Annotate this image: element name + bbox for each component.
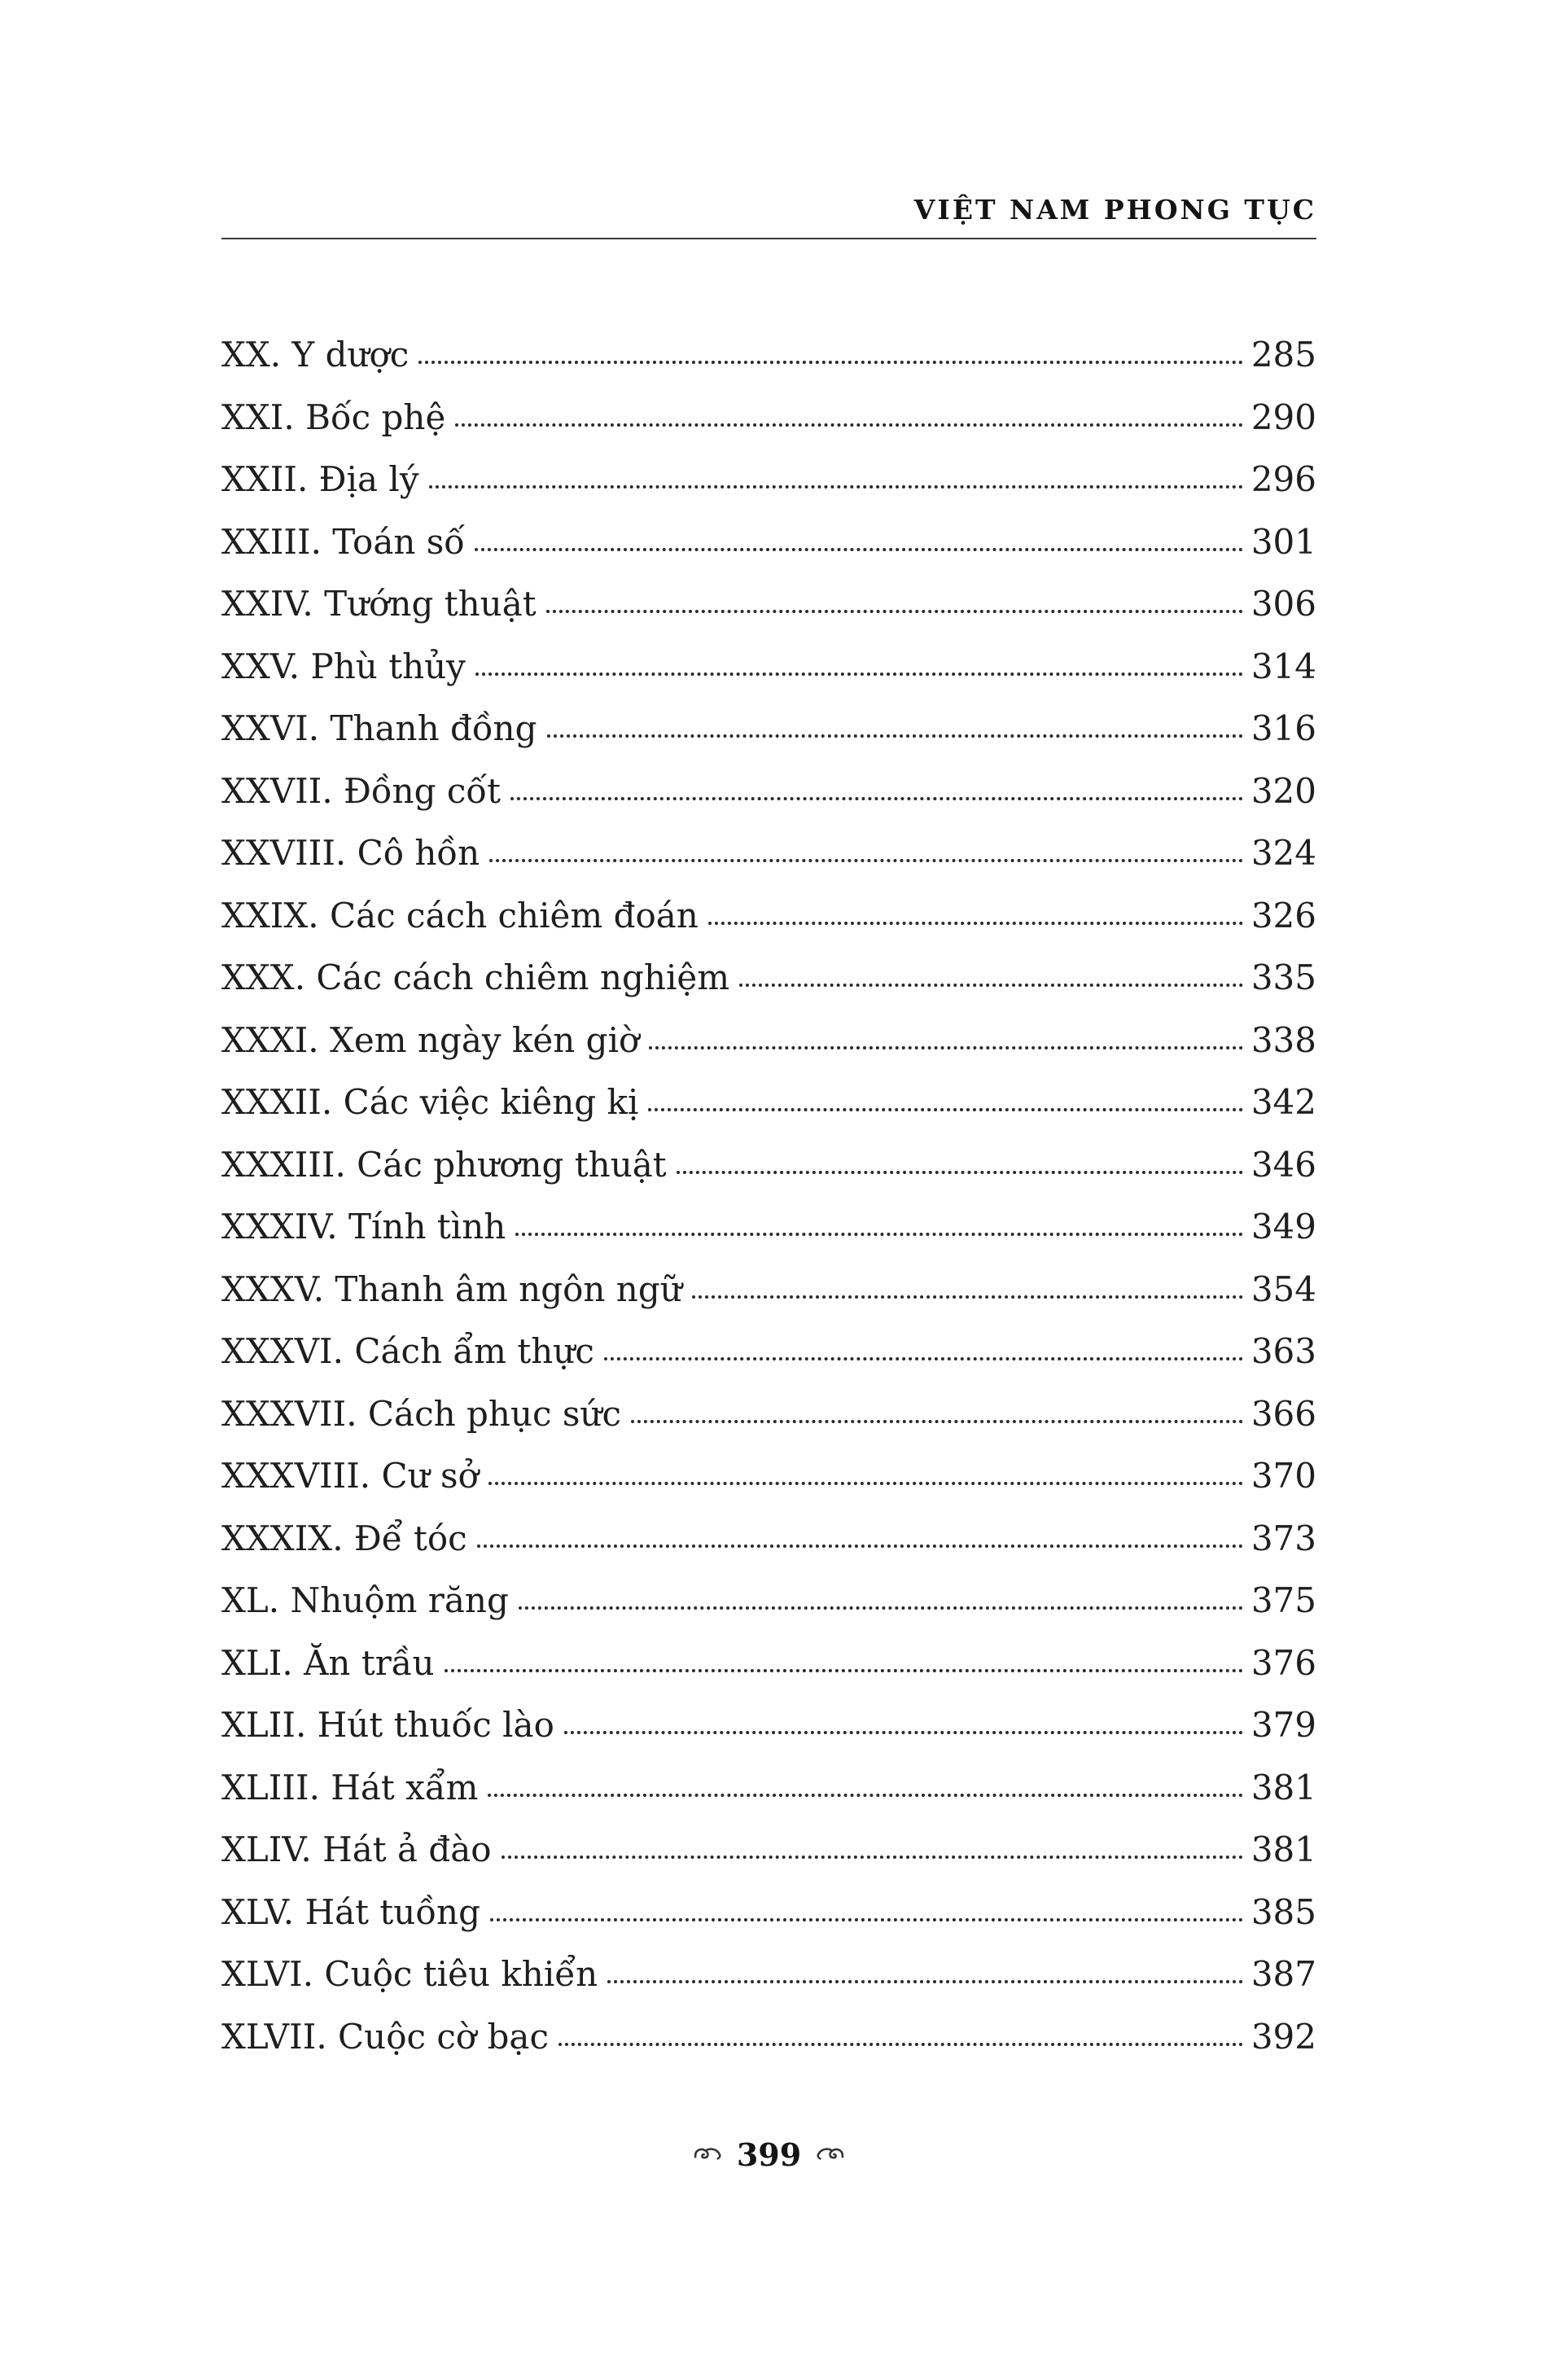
fleuron-right-icon xyxy=(816,2145,845,2164)
toc-entry-page: 306 xyxy=(1250,584,1316,624)
toc-entry xyxy=(221,996,1316,1058)
toc-entry-label: XLVI. Cuộc tiêu khiển xyxy=(221,1954,598,1994)
toc-entry-label: XLVII. Cuộc cờ bạc xyxy=(221,2016,549,2057)
running-header xyxy=(221,194,1316,239)
toc-entry-label: XL. Nhuộm răng xyxy=(221,1580,509,1620)
toc-dot-leader xyxy=(515,1233,1243,1236)
toc-entry-page: 376 xyxy=(1250,1642,1316,1683)
toc-dot-leader xyxy=(558,2043,1243,2046)
toc-entry xyxy=(221,1369,1316,1432)
toc-dot-leader xyxy=(604,1357,1243,1360)
toc-entry-page: 301 xyxy=(1250,521,1316,562)
toc-entry xyxy=(221,1806,1316,1869)
toc-dot-leader xyxy=(631,1420,1243,1423)
toc-entry-page: 381 xyxy=(1250,1767,1316,1807)
toc-dot-leader xyxy=(418,361,1243,364)
toc-entry-label: XXII. Địa lý xyxy=(221,459,419,499)
toc-dot-leader xyxy=(488,1482,1243,1485)
toc-dot-leader xyxy=(475,548,1243,551)
toc-entry-page: 342 xyxy=(1250,1082,1316,1122)
toc-entry-label: XXVIII. Cô hồn xyxy=(221,833,480,873)
toc-entry-label: XXXI. Xem ngày kén giờ xyxy=(221,1019,640,1060)
toc-entry-label: XLI. Ăn trầu xyxy=(221,1642,435,1683)
fleuron-left-icon xyxy=(693,2145,722,2164)
toc-entry-label: XXXIX. Để tóc xyxy=(221,1518,467,1558)
toc-entry-label: XXIII. Toán số xyxy=(221,521,466,562)
toc-entry xyxy=(221,1308,1316,1370)
toc-entry xyxy=(221,1743,1316,1806)
toc-entry-label: XXXIV. Tính tình xyxy=(221,1207,506,1247)
toc-entry xyxy=(221,311,1316,374)
toc-dot-leader xyxy=(501,1856,1243,1859)
toc-dot-leader xyxy=(564,1731,1243,1734)
toc-dot-leader xyxy=(488,1794,1242,1797)
toc-entry-page: 363 xyxy=(1250,1331,1316,1371)
toc-entry-page: 290 xyxy=(1250,397,1316,437)
toc-entry xyxy=(221,1619,1316,1681)
toc-entry-page: 392 xyxy=(1250,2016,1316,2057)
toc-entry-page: 349 xyxy=(1250,1207,1316,1247)
toc-entry-label: XXXV. Thanh âm ngôn ngữ xyxy=(221,1268,682,1309)
toc-entry-page: 285 xyxy=(1250,335,1316,375)
toc-entry-page: 346 xyxy=(1250,1144,1316,1185)
toc-entry xyxy=(221,871,1316,934)
toc-entry-page: 326 xyxy=(1250,895,1316,935)
toc-entry xyxy=(221,1183,1316,1246)
toc-entry xyxy=(221,685,1316,747)
toc-entry-label: XLV. Hát tuồng xyxy=(221,1891,480,1932)
toc-entry-label: XXVII. Đồng cốt xyxy=(221,770,501,811)
toc-dot-leader xyxy=(607,1980,1243,1983)
toc-entry-label: XX. Y dược xyxy=(221,335,410,375)
toc-entry-label: XLIV. Hát ả đào xyxy=(221,1829,492,1869)
toc-dot-leader xyxy=(445,1669,1243,1672)
running-header-title: VIỆT NAM PHONG TỤC xyxy=(913,194,1316,226)
page-footer xyxy=(221,2136,1316,2173)
toc-dot-leader xyxy=(547,734,1243,738)
toc-entry xyxy=(221,373,1316,436)
toc-entry xyxy=(221,560,1316,623)
toc-entry xyxy=(221,1120,1316,1183)
footer-page-number: 399 xyxy=(736,2136,802,2173)
toc-entry xyxy=(221,934,1316,997)
toc-dot-leader xyxy=(475,673,1243,676)
toc-entry-page: 335 xyxy=(1250,957,1316,997)
toc-entry xyxy=(221,436,1316,498)
toc-entry-page: 324 xyxy=(1250,833,1316,873)
toc-list xyxy=(221,311,1316,2055)
toc-entry xyxy=(221,622,1316,685)
toc-entry-label: XXXVI. Cách ẩm thực xyxy=(221,1331,594,1371)
toc-dot-leader xyxy=(510,797,1243,800)
toc-dot-leader xyxy=(489,859,1243,862)
toc-entry-page: 320 xyxy=(1250,770,1316,811)
toc-dot-leader xyxy=(490,1918,1243,1921)
toc-entry-label: XXVI. Thanh đồng xyxy=(221,708,537,748)
toc-entry xyxy=(221,1557,1316,1619)
toc-entry-page: 373 xyxy=(1250,1518,1316,1558)
toc-entry xyxy=(221,1245,1316,1308)
toc-entry-page: 338 xyxy=(1250,1019,1316,1060)
toc-entry-page: 314 xyxy=(1250,646,1316,686)
toc-entry-label: XXXVII. Cách phục sức xyxy=(221,1393,621,1434)
toc-entry xyxy=(221,1930,1316,1993)
toc-dot-leader xyxy=(677,1171,1243,1174)
toc-entry xyxy=(221,497,1316,560)
toc-entry xyxy=(221,1058,1316,1121)
toc-entry-page: 366 xyxy=(1250,1393,1316,1434)
toc-dot-leader xyxy=(739,984,1243,987)
toc-entry xyxy=(221,1681,1316,1744)
toc-entry-page: 370 xyxy=(1250,1456,1316,1496)
toc-entry-page: 381 xyxy=(1250,1829,1316,1869)
toc-entry-label: XXXII. Các việc kiêng kị xyxy=(221,1082,639,1122)
toc-entry xyxy=(221,1992,1316,2055)
toc-entry-page: 379 xyxy=(1250,1705,1316,1745)
toc-dot-leader xyxy=(708,922,1243,925)
toc-dot-leader xyxy=(429,485,1243,489)
toc-entry-label: XXV. Phù thủy xyxy=(221,646,466,686)
toc-dot-leader xyxy=(648,1108,1242,1111)
toc-entry-page: 296 xyxy=(1250,459,1316,499)
toc-entry xyxy=(221,747,1316,809)
toc-entry xyxy=(221,1868,1316,1930)
toc-dot-leader xyxy=(455,423,1243,427)
toc-entry-page: 387 xyxy=(1250,1954,1316,1994)
toc-dot-leader xyxy=(519,1606,1243,1610)
toc-entry-page: 375 xyxy=(1250,1580,1316,1620)
toc-entry-label: XXIX. Các cách chiêm đoán xyxy=(221,895,699,935)
toc-entry-page: 354 xyxy=(1250,1268,1316,1309)
toc-dot-leader xyxy=(649,1046,1243,1049)
toc-entry-label: XXI. Bốc phệ xyxy=(221,397,446,437)
toc-entry-label: XLIII. Hát xẩm xyxy=(221,1767,479,1807)
toc-dot-leader xyxy=(692,1295,1243,1299)
toc-dot-leader xyxy=(477,1544,1243,1548)
toc-entry-label: XLII. Hút thuốc lào xyxy=(221,1705,554,1745)
toc-entry-label: XXIV. Tướng thuật xyxy=(221,584,537,624)
toc-entry-page: 385 xyxy=(1250,1891,1316,1932)
toc-entry-label: XXXIII. Các phương thuật xyxy=(221,1144,667,1185)
toc-entry-page: 316 xyxy=(1250,708,1316,748)
toc-entry-label: XXX. Các cách chiêm nghiệm xyxy=(221,957,730,997)
toc-entry xyxy=(221,1494,1316,1557)
toc-entry-label: XXXVIII. Cư sở xyxy=(221,1456,479,1496)
toc-entry xyxy=(221,809,1316,872)
toc-entry xyxy=(221,1432,1316,1495)
toc-dot-leader xyxy=(546,610,1243,613)
